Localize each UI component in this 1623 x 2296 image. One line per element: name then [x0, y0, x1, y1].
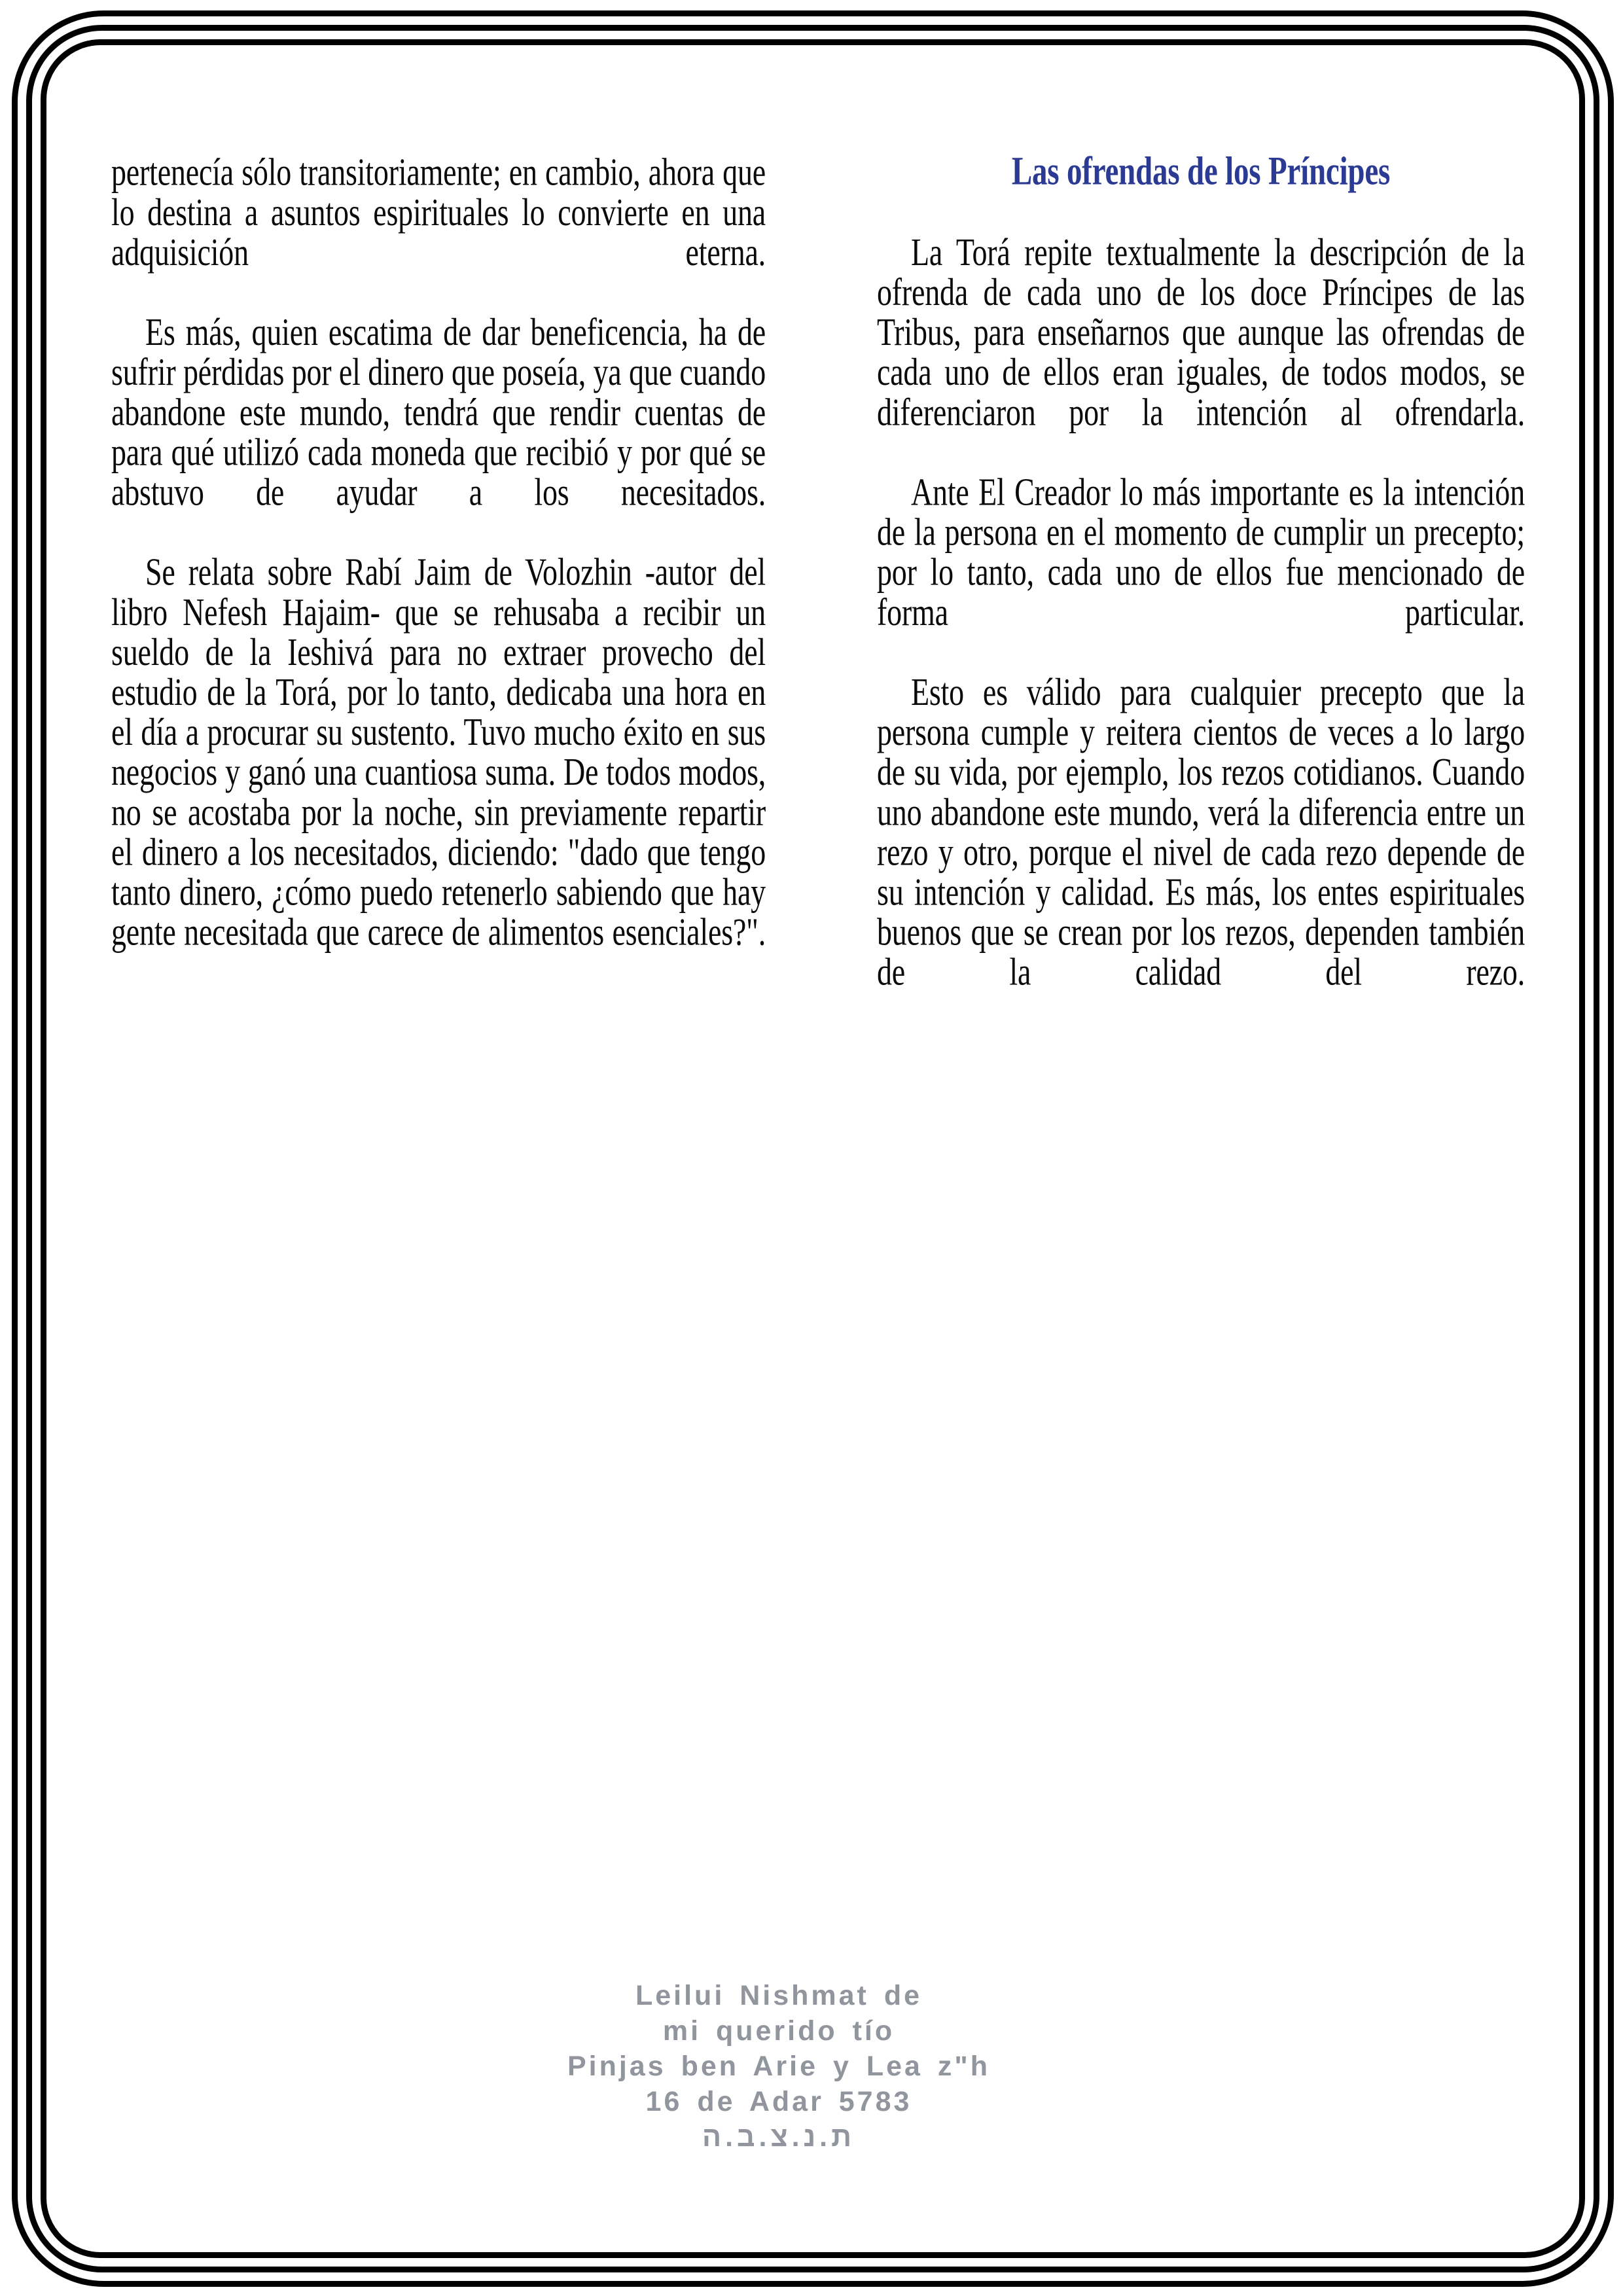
paragraph: La Torá repite textualmente la descripción de la ofrenda de cada uno de los doce Príncipes de las Tribus, para enseñarnos que aunque las ofrendas de cada uno de ellos eran iguales, de todos modos, se diferenciaron por la intención al ofrendarla. [877, 230, 1525, 434]
section-heading: Las ofrendas de los Príncipes [1011, 149, 1391, 194]
right-column [877, 149, 1525, 994]
paragraph: Se relata sobre Rabí Jaim de Volozhin -autor del libro Nefesh Hajaim- que se rehusaba a recibir un sueldo de la Ieshivá para no extraer provecho del estudio de la Torá, por lo tanto, dedicaba una hora en el día a procurar su sustento. Tuvo mucho éxito en sus negocios y ganó una cuantiosa suma. De todos modos, no se acostaba por la noche, sin previamente repartir el dinero a los necesitados, diciendo: "dado que tengo tanto dinero, ¿cómo puedo retenerlo sabiendo que hay gente necesitada que carece de alimentos esenciales?". [111, 550, 766, 954]
dedication-line: Leilui Nishmat de [635, 1980, 922, 2011]
dedication-line: mi querido tío [662, 2015, 895, 2047]
paragraph: Esto es válido para cualquier precepto que la persona cumple y reitera cientos de veces a lo largo de su vida, por ejemplo, los rezos cotidianos. Cuando uno abandone este mundo, verá la diferencia entre un rezo y otro, porque el nivel de cada rezo depende de su intención y calidad. Es más, los entes espirituales buenos que se crean por los rezos, dependen también de la calidad del rezo. [877, 670, 1525, 994]
left-column [111, 152, 766, 952]
paragraph: Ante El Creador lo más importante es la intención de la persona en el momento de cumplir un precepto; por lo tanto, cada uno de ellos fue mencionado de forma particular. [877, 470, 1525, 634]
dedication-line: Pinjas ben Arie y Lea z"h [567, 2051, 991, 2082]
dedication-line-hebrew: ת.נ.צ.ב.ה [702, 2121, 855, 2153]
paragraph: Es más, quien escatima de dar beneficencia, ha de sufrir pérdidas por el dinero que poseía, ya que cuando abandone este mundo, tendrá que rendir cuentas de para qué utilizó cada moneda que recibió y por qué se abstuvo de ayudar a los necesitados. [111, 310, 766, 514]
paragraph: pertenecía sólo transitoriamente; en cambio, ahora que lo destina a asuntos espirituales lo convierte en una adquisición eterna. [111, 150, 766, 274]
dedication-line: 16 de Adar 5783 [645, 2086, 912, 2117]
dedication-block [452, 1978, 1106, 2155]
